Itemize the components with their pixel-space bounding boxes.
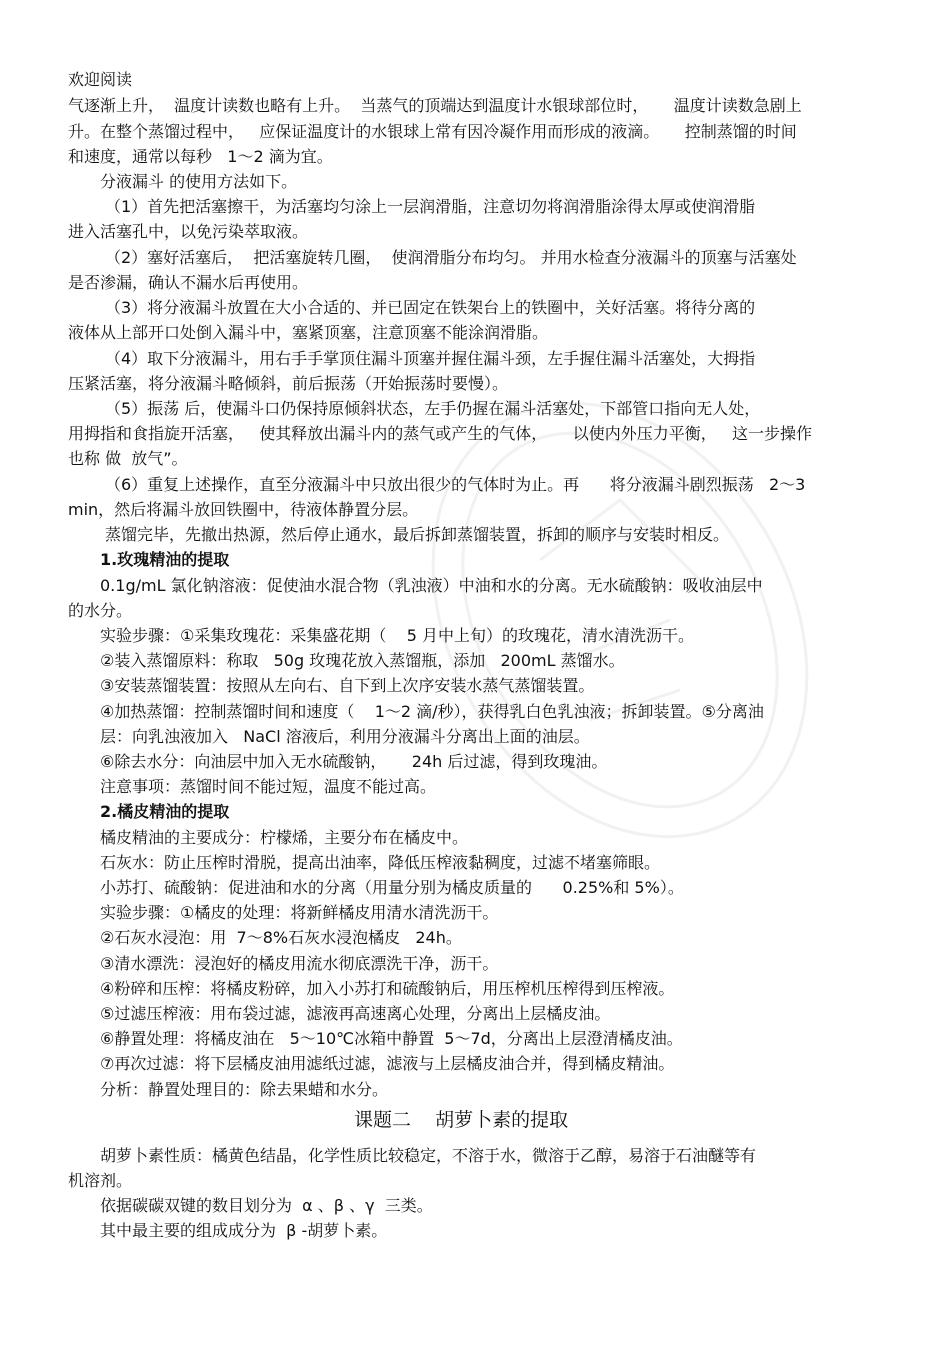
header-text: 欢迎阅读 — [68, 70, 133, 89]
paragraph-line: （2）塞好活塞后， 把活塞旋转几圈， 使润滑脂分布均匀。 并用水检查分液漏斗的顶塞与活塞处 — [105, 248, 797, 267]
paragraph-line: ③安装蒸馏装置：按照从左向右、自下到上次序安装水蒸气蒸馏装置。 — [100, 676, 595, 695]
paragraph-line: 是否渗漏，确认不漏水后再使用。 — [68, 273, 309, 292]
paragraph-line: 实验步骤：①采集玫瑰花：采集盛花期（ 5 月中上旬）的玫瑰花，清水清洗沥干。 — [100, 626, 694, 645]
paragraph-line: （6）重复上述操作，直至分液漏斗中只放出很少的气体时为止。再 将分液漏斗剧烈振荡 2～3 — [105, 475, 806, 494]
paragraph-line: 橘皮精油的主要成分：柠檬烯，主要分布在橘皮中。 — [100, 828, 469, 847]
paragraph-line: ③清水漂洗：浸泡好的橘皮用流水彻底漂洗干净，沥干。 — [100, 954, 499, 973]
paragraph-line: ④粉碎和压榨：将橘皮粉碎，加入小苏打和硫酸钠后，用压榨机压榨得到压榨液。 — [100, 979, 675, 998]
paragraph-line: 的水分。 — [68, 601, 133, 620]
paragraph-line: ②石灰水浸泡：用 7～8%石灰水浸泡橘皮 24h。 — [100, 928, 462, 947]
paragraph-line: （3）将分液漏斗放置在大小合适的、并已固定在铁架台上的铁圈中，关好活塞。将待分离的 — [105, 298, 756, 317]
paragraph-line: 蒸馏完毕，先撤出热源，然后停止通水，最后拆卸蒸馏装置，拆卸的顺序与安装时相反。 — [105, 525, 730, 544]
paragraph-line: 也称 做 放气”。 — [68, 449, 188, 468]
paragraph-line: （1）首先把活塞擦干，为活塞均匀涂上一层润滑脂，注意切勿将润滑脂涂得太厚或使润滑脂 — [105, 197, 756, 216]
paragraph-line: ⑦再次过滤：将下层橘皮油用滤纸过滤，滤液与上层橘皮油合并，得到橘皮精油。 — [100, 1054, 675, 1073]
paragraph-line: 其中最主要的组成成分为 β -胡萝卜素。 — [100, 1221, 388, 1240]
paragraph-line: 层：向乳浊液加入 NaCl 溶液后，利用分液漏斗分离出上面的油层。 — [100, 727, 590, 746]
paragraph-line: 和速度，通常以每秒 1～2 滴为宜。 — [68, 147, 333, 166]
paragraph-line: 升。在整个蒸馏过程中， 应保证温度计的水银球上常有因冷凝作用而形成的液滴。 控制蒸馏的时间 — [68, 122, 797, 141]
paragraph-line: min，然后将漏斗放回铁圈中，待液体静置分层。 — [68, 500, 419, 519]
paragraph-line: ②装入蒸馏原料：称取 50g 玫瑰花放入蒸馏瓶，添加 200mL 蒸馏水。 — [100, 651, 625, 670]
paragraph-line: 0.1g/mL 氯化钠溶液：促使油水混合物（乳浊液）中油和水的分离。无水硫酸钠：吸收油层中 — [100, 576, 763, 595]
paragraph-line: ⑥静置处理：将橘皮油在 5～10℃冰箱中静置 5～7d，分离出上层澄清橘皮油。 — [100, 1029, 683, 1048]
paragraph-line: 液体从上部开口处倒入漏斗中，塞紧顶塞，注意顶塞不能涂润滑脂。 — [68, 323, 549, 342]
section-title: 课题二 胡萝卜素的提取 — [354, 1109, 569, 1131]
paragraph-line: （4）取下分液漏斗，用右手手掌顶住漏斗顶塞并握住漏斗颈，左手握住漏斗活塞处，大拇指 — [105, 349, 756, 368]
paragraph-line: 机溶剂。 — [68, 1171, 133, 1190]
paragraph-line: ⑤过滤压榨液：用布袋过滤，滤液再高速离心处理，分离出上层橘皮油。 — [100, 1004, 611, 1023]
section-heading: 2.橘皮精油的提取 — [100, 802, 230, 821]
paragraph-line: 用拇指和食指旋开活塞， 使其释放出漏斗内的蒸气或产生的气体， 以使内外压力平衡， 这一步操作 — [68, 424, 812, 443]
paragraph-line: 压紧活塞，将分液漏斗略倾斜，前后振荡（开始振荡时要慢）。 — [68, 374, 509, 393]
paragraph-line: 分液漏斗 的使用方法如下。 — [100, 172, 298, 191]
paragraph-line: 注意事项：蒸馏时间不能过短，温度不能过高。 — [100, 777, 437, 796]
paragraph-line: 小苏打、硫酸钠：促进油和水的分离（用量分别为橘皮质量的 0.25%和 5%）。 — [100, 878, 684, 897]
paragraph-line: （5）振荡 后，使漏斗口仍保持原倾斜状态，左手仍握在漏斗活塞处，下部管口指向无人处， — [105, 399, 761, 418]
paragraph-line: 石灰水：防止压榨时滑脱，提高出油率，降低压榨液黏稠度，过滤不堵塞筛眼。 — [100, 853, 661, 872]
paragraph-line: ④加热蒸馏：控制蒸馏时间和速度（ 1～2 滴/秒），获得乳白色乳浊液；拆卸装置。⑤分离油 — [100, 702, 764, 721]
section-heading: 1.玫瑰精油的提取 — [100, 550, 230, 569]
paragraph-line: 胡萝卜素性质：橘黄色结晶，化学性质比较稳定，不溶于水，微溶于乙醇，易溶于石油醚等有 — [100, 1146, 757, 1165]
paragraph-line: 进入活塞孔中，以免污染萃取液。 — [68, 222, 309, 241]
paragraph-line: 实验步骤：①橘皮的处理：将新鲜橘皮用清水清洗沥干。 — [100, 903, 499, 922]
paragraph-line: 依据碳碳双键的数目划分为 α 、β 、γ 三类。 — [100, 1196, 433, 1215]
paragraph-line: 分析：静置处理目的：除去果蜡和水分。 — [100, 1080, 389, 1099]
paragraph-line: ⑥除去水分：向油层中加入无水硫酸钠， 24h 后过滤，得到玫瑰油。 — [100, 752, 608, 771]
paragraph-line: 气逐渐上升， 温度计读数也略有上升。 当蒸气的顶端达到温度计水银球部位时， 温度计读数急剧上 — [68, 96, 802, 115]
